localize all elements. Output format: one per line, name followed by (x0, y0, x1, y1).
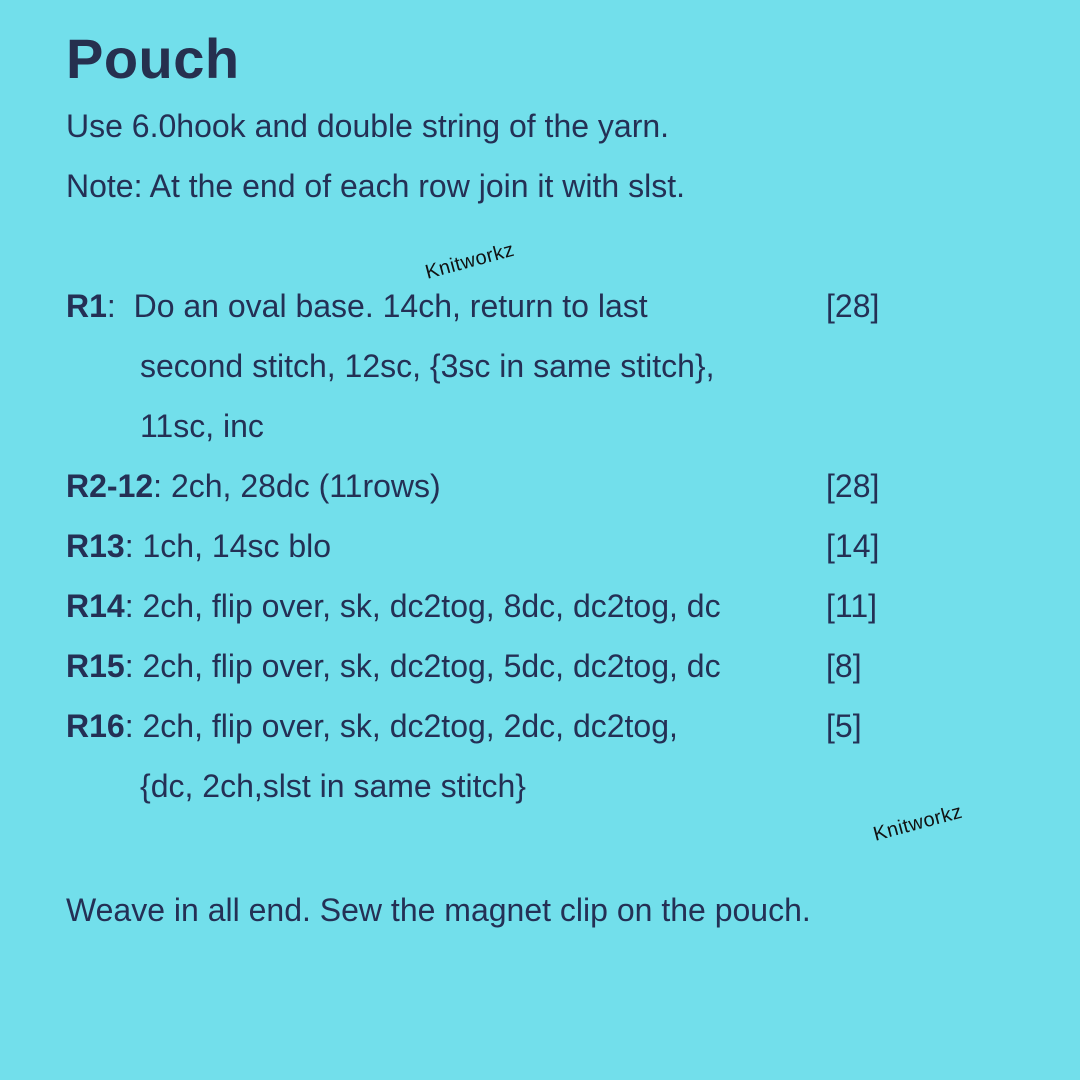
row-label: R1 (66, 288, 107, 324)
row-count: [28] (826, 468, 880, 504)
row-label: R2-12 (66, 468, 154, 504)
pattern-row-r2-12 (66, 466, 441, 506)
row-count: [28] (826, 288, 880, 324)
row-count: [5] (826, 708, 862, 744)
pattern-row-r15 (66, 646, 721, 686)
intro-line-hook: Use 6.0hook and double string of the yarn. (66, 108, 670, 144)
row-continuation: {dc, 2ch,slst in same stitch} (140, 768, 526, 804)
row-separator: : (124, 648, 143, 684)
row-instructions: 2ch, 28dc (11rows) (170, 468, 441, 504)
pattern-row-r14 (66, 586, 721, 626)
intro-line-note: Note: At the end of each row join it with slst. (66, 168, 685, 204)
row-count: [8] (826, 648, 862, 684)
row-instructions: Do an oval base. 14ch, return to last (133, 288, 648, 324)
row-separator: : (153, 468, 171, 504)
watermark: Knitworkz (423, 238, 517, 284)
row-separator: : (124, 588, 143, 624)
row-instructions: 2ch, flip over, sk, dc2tog, 5dc, dc2tog, dc (142, 648, 721, 684)
watermark: Knitworkz (871, 800, 965, 846)
row-instructions: 1ch, 14sc blo (142, 528, 332, 564)
row-separator: : (106, 288, 134, 324)
page-title: Pouch (66, 27, 240, 90)
outro-line: Weave in all end. Sew the magnet clip on the pouch. (66, 892, 811, 928)
row-label: R15 (66, 648, 125, 684)
row-label: R14 (66, 588, 125, 624)
row-continuation: second stitch, 12sc, {3sc in same stitch}, (140, 348, 715, 384)
row-separator: : (124, 708, 143, 744)
row-label: R13 (66, 528, 125, 564)
row-continuation: 11sc, inc (140, 408, 264, 444)
row-count: [11] (826, 588, 877, 624)
row-label: R16 (66, 708, 125, 744)
pattern-row-r1 (66, 286, 648, 326)
pattern-row-r13 (66, 526, 331, 566)
row-count: [14] (826, 528, 880, 564)
pattern-row-r16 (66, 706, 678, 746)
row-instructions: 2ch, flip over, sk, dc2tog, 2dc, dc2tog, (142, 708, 678, 744)
row-separator: : (124, 528, 143, 564)
row-instructions: 2ch, flip over, sk, dc2tog, 8dc, dc2tog, dc (142, 588, 721, 624)
